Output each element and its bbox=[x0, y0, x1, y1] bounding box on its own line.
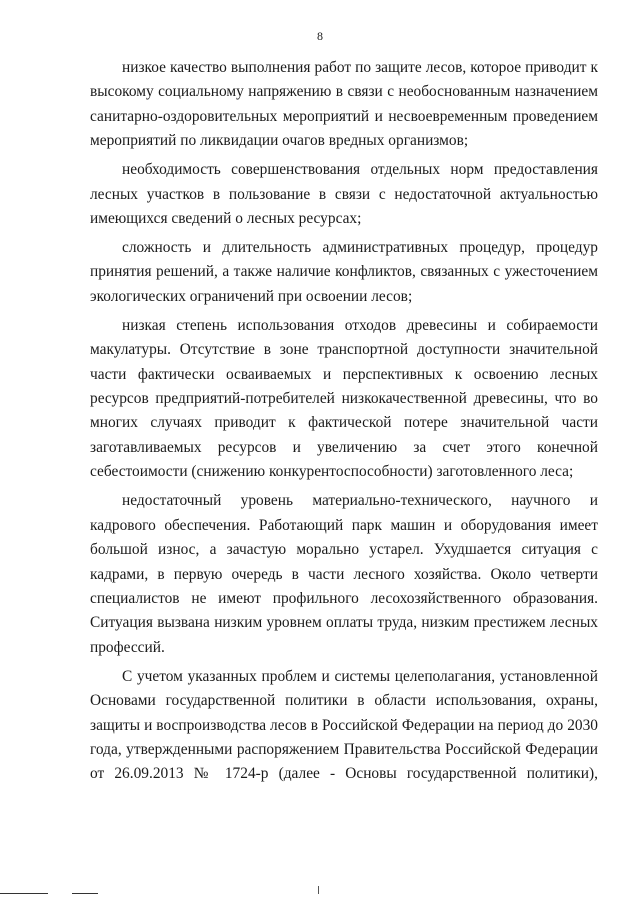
footer-rule-left bbox=[0, 893, 48, 894]
paragraph-land-allocation-norms: необходимость совершенствования отдельных норм предоставления лесных участков в пользование в связи с недостаточной актуальностью имеющихся сведений о лесных ресурсах; bbox=[90, 161, 598, 228]
footer-tick-mark bbox=[318, 886, 319, 894]
paragraph-forest-protection-quality: низкое качество выполнения работ по защите лесов, которое приводит к высокому социальному напряжению в связи с необоснованным назначением санитарно-оздоровительных мероприятий и несвоевременным проведением мероприятий по ликвидации очагов вредных организмов; bbox=[90, 59, 598, 150]
paragraph-administrative-procedures: сложность и длительность административных процедур, процедур принятия решений, а также наличие конфликтов, связанных с ужесточением экологических ограничений при освоении лесов; bbox=[90, 239, 598, 305]
document-body bbox=[90, 56, 598, 791]
paragraph-wood-waste-usage: низкая степень использования отходов древесины и собираемости макулатуры. Отсутствие в зоне транспортной доступности значительной части фактически осваиваемых и перспективных к освоению лесных ресурсов предприятий-потребителей низкокачественной древесины, что во многих случаях приводит к фактической потере значительной части заготавливаемых ресурсов и увеличению за счет этого конечной себестоимости (снижению конкурентоспособности) заготовленного леса; bbox=[90, 316, 598, 481]
footer-rule-short bbox=[72, 893, 98, 894]
paragraph-state-policy-basis: С учетом указанных проблем и системы целеполагания, установленной Основами государственной политики в области использования, охраны, защиты и воспроизводства лесов в Российской Федерации на период до 2030 года, утвержденными распоряжением Правительства Российской Федерации от 26.09.2013 № 1724-р (далее - Основы государственной политики), bbox=[90, 667, 598, 783]
paragraph-technical-staffing: недостаточный уровень материально-технического, научного и кадрового обеспечения. Работающий парк машин и оборудования имеет большой износ, а зачастую морально устарел. Ухудшается ситуация с кадрами, в первую очередь в части лесного хозяйства. Около четверти специалистов не имеют профильного лесохозяйственного образования. Ситуация вызвана низким уровнем оплаты труда, низким престижем лесных профессий. bbox=[90, 492, 598, 656]
page-number: 8 bbox=[317, 29, 323, 43]
